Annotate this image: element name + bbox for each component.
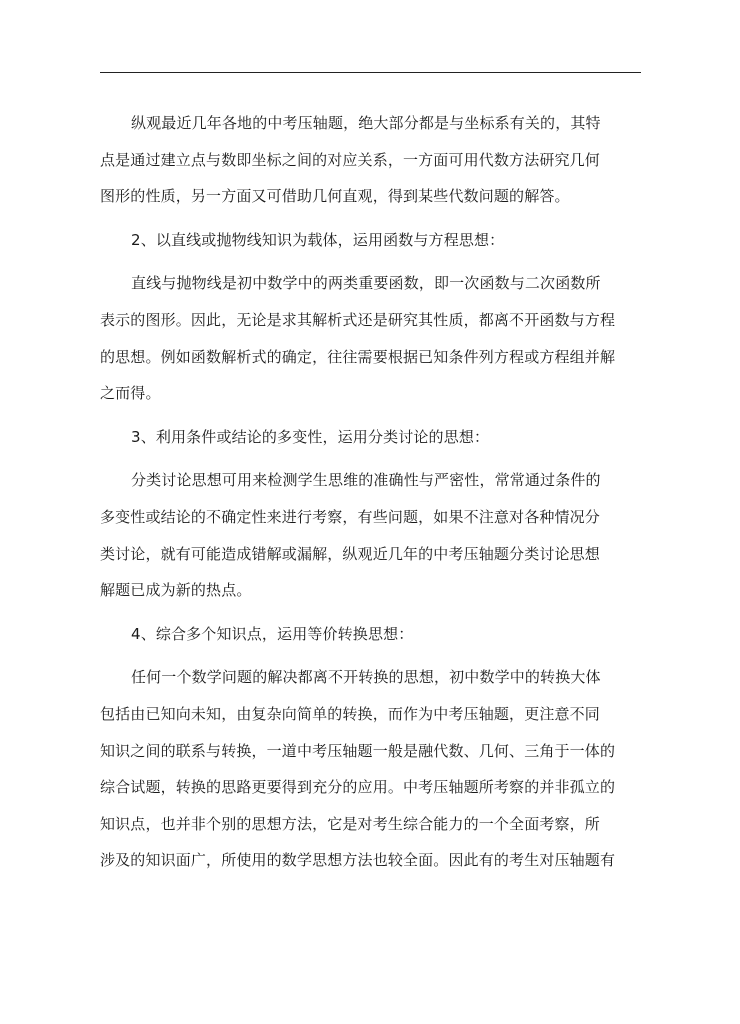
text-line: 2、以直线或抛物线知识为载体，运用函数与方程思想： xyxy=(131,230,505,249)
text-line: 纵观最近几年各地的中考压轴题，绝大部分都是与坐标系有关的，其特 xyxy=(131,114,601,132)
text-line: 任何一个数学问题的解决都离不开转换的思想，初中数学中的转换大体 xyxy=(131,668,601,687)
section-heading-2 xyxy=(100,222,641,259)
text-line: 的思想。例如函数解析式的确定，往往需要根据已知条件列方程或方程组并解 xyxy=(100,347,616,366)
text-line: 包括由已知向未知，由复杂向简单的转换，而作为中考压轴题，更注意不同 xyxy=(100,704,600,723)
paragraph-transformation xyxy=(100,659,641,879)
text-line: 3、利用条件或结论的多变性，运用分类讨论的思想： xyxy=(131,427,490,446)
text-line: 分类讨论思想可用来检测学生思维的准确性与严密性，常常通过条件的 xyxy=(131,471,601,490)
text-line: 涉及的知识面广，所使用的数学思想方法也较全面。因此有的考生对压轴题有 xyxy=(100,851,616,870)
text-line: 4、综合多个知识点，运用等价转换思想： xyxy=(131,624,414,643)
text-line: 直线与抛物线是初中数学中的两类重要函数，即一次函数与二次函数所 xyxy=(131,274,601,293)
section-heading-4 xyxy=(100,616,641,653)
text-line: 综合试题，转换的思路更要得到充分的应用。中考压轴题所考察的并非孤立的 xyxy=(100,778,616,797)
text-line: 点是通过建立点与数即坐标之间的对应关系，一方面可用代数方法研究几何 xyxy=(100,150,600,169)
text-line: 知识之间的联系与转换，一道中考压轴题一般是融代数、几何、三角于一体的 xyxy=(100,741,616,760)
text-line: 多变性或结论的不确定性来进行考察，有些问题，如果不注意对各种情况分 xyxy=(100,507,600,526)
text-line: 表示的图形。因此，无论是求其解析式还是研究其性质，都离不开函数与方程 xyxy=(100,310,616,329)
text-line: 知识点，也并非个别的思想方法，它是对考生综合能力的一个全面考察，所 xyxy=(100,814,600,833)
document-body xyxy=(100,105,641,886)
text-line: 解题已成为新的热点。 xyxy=(100,581,252,600)
paragraph-classification xyxy=(100,462,641,608)
header-rule xyxy=(100,72,641,73)
text-line: 之而得。 xyxy=(100,384,161,403)
text-line: 类讨论，就有可能造成错解或漏解，纵观近几年的中考压轴题分类讨论思想 xyxy=(100,544,600,563)
text-line: 图形的性质，另一方面又可借助几何直观，得到某些代数问题的解答。 xyxy=(100,187,570,206)
paragraph-intro xyxy=(100,105,641,215)
paragraph-functions xyxy=(100,265,641,411)
section-heading-3 xyxy=(100,419,641,456)
